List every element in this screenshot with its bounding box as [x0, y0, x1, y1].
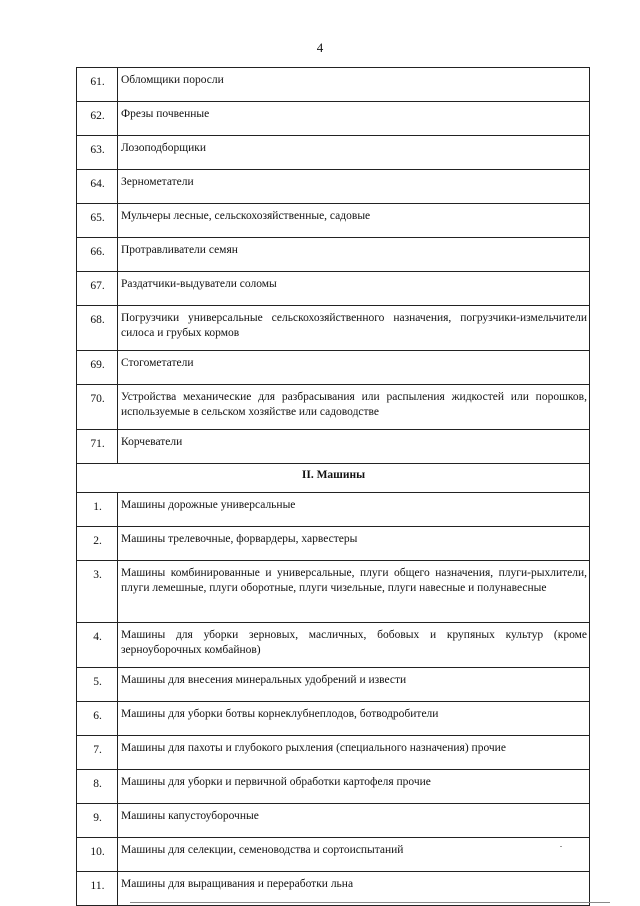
row-number: 64.: [77, 170, 118, 204]
table-row: [77, 804, 590, 838]
row-number: 70.: [77, 385, 118, 430]
equipment-table: [76, 67, 590, 906]
table-row: [77, 668, 590, 702]
row-number: 8.: [77, 770, 118, 804]
row-number: 61.: [77, 68, 118, 102]
row-text: Машины для уборки и первичной обработки картофеля прочие: [118, 770, 590, 804]
table-row: [77, 702, 590, 736]
row-number: 10.: [77, 838, 118, 872]
row-text: Обломщики поросли: [118, 68, 590, 102]
row-number: 71.: [77, 430, 118, 464]
row-text: Мульчеры лесные, сельскохозяйственные, садовые: [118, 204, 590, 238]
table-row: [77, 838, 590, 872]
row-number: 65.: [77, 204, 118, 238]
row-number: 11.: [77, 872, 118, 906]
table-row: [77, 204, 590, 238]
row-text: Машины для селекции, семеноводства и сортоиспытаний: [118, 838, 590, 872]
row-text: Машины комбинированные и универсальные, плуги общего назначения, плуги-рыхлители, плуги лемешные, плуги оборотные, плуги чизельные, плуги навесные и полунавесные: [118, 561, 590, 623]
row-text: Корчеватели: [118, 430, 590, 464]
section-heading: II. Машины: [77, 464, 590, 493]
scan-mark: [560, 846, 562, 847]
row-text: Стогометатели: [118, 351, 590, 385]
table-part-1: [77, 68, 590, 464]
row-number: 66.: [77, 238, 118, 272]
table-row: [77, 306, 590, 351]
table-row: [77, 102, 590, 136]
table-row: [77, 430, 590, 464]
row-text: Устройства механические для разбрасывания или распыления жидкостей или порошков, используемые в сельском хозяйстве или садоводстве: [118, 385, 590, 430]
table-row: [77, 272, 590, 306]
row-text: Машины для внесения минеральных удобрений и извести: [118, 668, 590, 702]
table-row: [77, 68, 590, 102]
table-row: [77, 238, 590, 272]
table-row: [77, 527, 590, 561]
table-row: [77, 385, 590, 430]
table-section: [77, 464, 590, 493]
row-number: 7.: [77, 736, 118, 770]
row-number: 6.: [77, 702, 118, 736]
row-text: Машины для пахоты и глубокого рыхления (специального назначения) прочие: [118, 736, 590, 770]
row-text: Машины дорожные универсальные: [118, 493, 590, 527]
row-number: 3.: [77, 561, 118, 623]
row-number: 9.: [77, 804, 118, 838]
row-text: Машины для уборки зерновых, масличных, бобовых и крупяных культур (кроме зерноуборочных комбайнов): [118, 623, 590, 668]
table-part-2: [77, 493, 590, 906]
row-text: Машины для уборки ботвы корнеклубнеплодов, ботводробители: [118, 702, 590, 736]
table-row: [77, 770, 590, 804]
row-text: Машины трелевочные, форвардеры, харвестеры: [118, 527, 590, 561]
row-text: Зернометатели: [118, 170, 590, 204]
row-number: 69.: [77, 351, 118, 385]
row-text: Протравливатели семян: [118, 238, 590, 272]
row-text: Фрезы почвенные: [118, 102, 590, 136]
row-number: 1.: [77, 493, 118, 527]
table-row: [77, 136, 590, 170]
row-text: Погрузчики универсальные сельскохозяйственного назначения, погрузчики-измельчители силоса и грубых кормов: [118, 306, 590, 351]
row-number: 4.: [77, 623, 118, 668]
row-number: 63.: [77, 136, 118, 170]
row-text: Раздатчики-выдуватели соломы: [118, 272, 590, 306]
row-text: Машины капустоуборочные: [118, 804, 590, 838]
table-row: [77, 170, 590, 204]
page-number: 4: [316, 40, 324, 55]
page-bottom-rule: [130, 902, 610, 903]
table-row: [77, 493, 590, 527]
table-row: [77, 736, 590, 770]
row-text: Лозоподборщики: [118, 136, 590, 170]
row-number: 62.: [77, 102, 118, 136]
row-text: Машины для выращивания и переработки льна: [118, 872, 590, 906]
row-number: 5.: [77, 668, 118, 702]
table-row: [77, 872, 590, 906]
row-number: 68.: [77, 306, 118, 351]
table-row: [77, 623, 590, 668]
section-heading-row: [77, 464, 590, 493]
row-number: 2.: [77, 527, 118, 561]
row-number: 67.: [77, 272, 118, 306]
table-row: [77, 351, 590, 385]
table-row: [77, 561, 590, 623]
